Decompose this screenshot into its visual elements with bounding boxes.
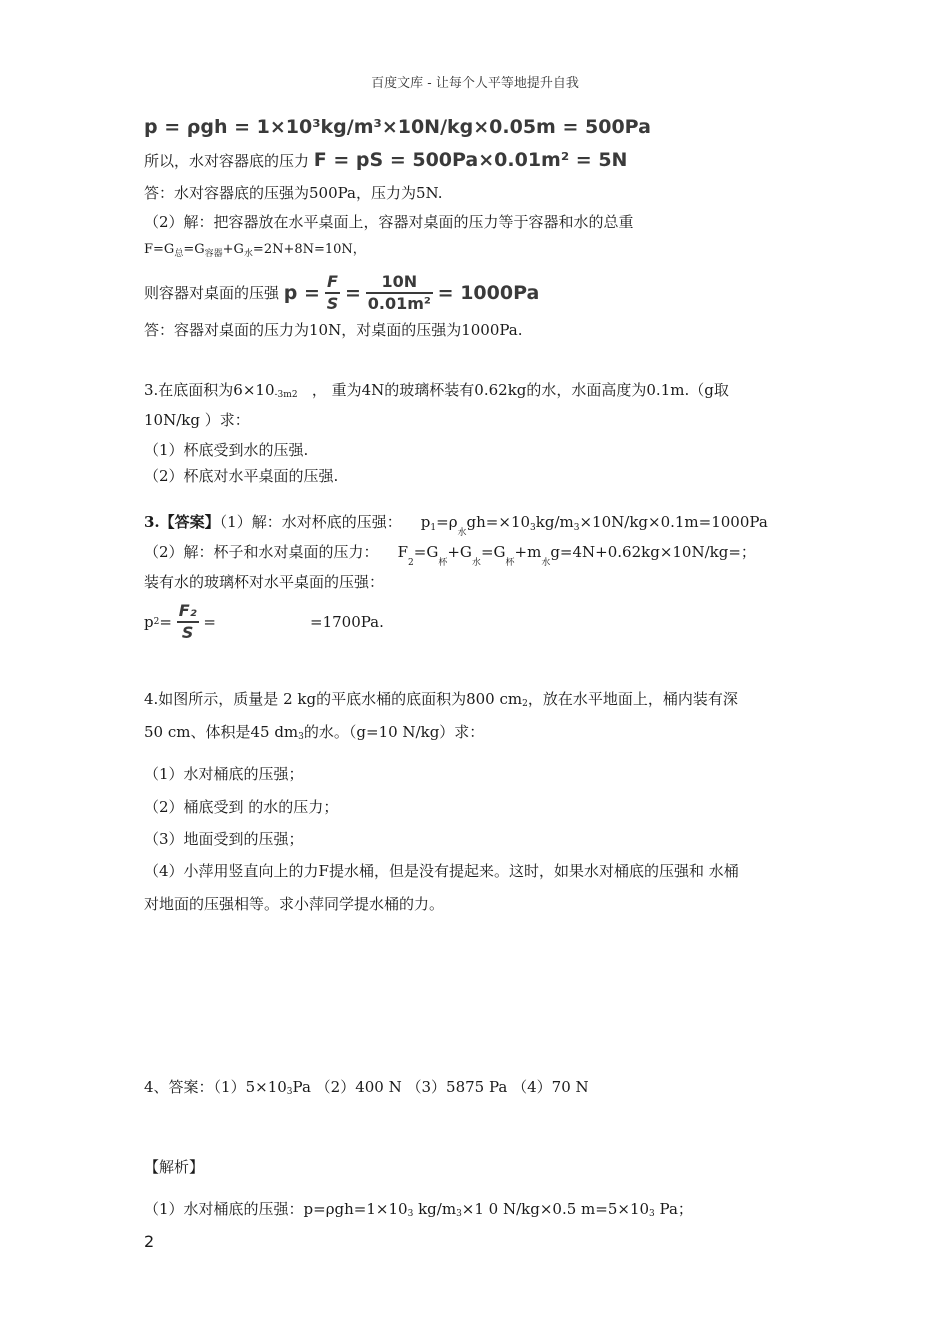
subscript: 总 [174,249,184,259]
analysis-label: 【解析】 [144,1158,205,1176]
text: p [420,513,431,531]
subscript: 水 [541,558,551,568]
superscript: 3 [407,1209,414,1219]
subscript: 2 [153,617,160,627]
q4-item4b: 对地面的压强相等。求小萍同学提水桶的力。 [144,895,445,913]
fraction-values [366,272,433,314]
text: 3.在底面积为6×10 [144,381,275,399]
q4-line1 [144,689,738,714]
denominator: S [326,294,339,313]
q4-item3: （3）地面受到的压强； [144,830,304,848]
subscript: 2 [408,558,414,568]
pressure-formula: p = ρgh = 1×10³kg/m³×10N/kg×0.05m = 500Pa [144,116,651,138]
force-formula: F = pS = 500Pa×0.01m² = 5N [313,149,628,171]
a4-solution1 [144,1199,693,1224]
text: = [159,613,172,631]
text: Pa （2）400 N （3）5875 Pa （4）70 N [292,1078,589,1096]
text: F=G [144,242,175,257]
numerator: 10N [366,272,433,294]
a3-line1 [144,512,768,543]
q3-line1 [144,380,729,405]
text: （1）水对桶底的压强：p=ρgh=1×10 [144,1200,408,1218]
force-prefix: 所以，水对容器底的压力 [144,152,310,170]
text: ，放在水平地面上，桶内装有深 [527,690,738,708]
text: kg/m [413,1200,457,1218]
text: 4.如图所示，质量是 2 kg的平底水桶的底面积为800 cm [144,690,523,708]
text: kg/m [535,513,574,531]
subscript: 1 [430,523,437,533]
superscript: 3 [530,523,536,533]
text: 的水。（g=10 N/kg）求： [303,723,485,741]
numerator: F₂ [177,601,199,623]
text: = [203,613,216,631]
subscript: 水 [243,249,253,259]
answer-1: 答：水对容器底的压强为500Pa，压力为5N. [144,184,443,202]
text: 4、答案：（1）5×10 [144,1078,287,1096]
result: =1700Pa. [310,613,384,631]
superscript: 3 [649,1209,655,1219]
text: g=4N+0.62kg×10N/kg=； [550,543,756,561]
total-weight-line [144,240,366,264]
superscript: 3 [573,523,580,533]
text: =G [480,543,506,561]
superscript: 3 [298,732,304,742]
subscript: 杯 [505,558,515,568]
a3-line4 [144,596,384,647]
denominator: 0.01m² [367,294,431,313]
text: =ρ [436,513,458,531]
text: =G [183,242,205,257]
text: =G [413,543,439,561]
equals: = [345,282,361,304]
q4-item4a: （4）小萍用竖直向上的力F提水桶，但是没有提起来。这时，如果水对桶底的压强和 水桶 [144,862,739,880]
q3-line2: 10N/kg ）求： [144,411,250,429]
force-line [144,150,627,171]
text: ×1 0 N/kg×0.5 m=5×10 [461,1200,650,1218]
subscript: 水 [471,558,481,568]
q4-item2: （2）桶底受到 的水的压力； [144,798,339,816]
answer-label: 3.【答案】 [144,513,220,531]
text: gh=×10 [466,513,531,531]
answer-2: 答：容器对桌面的压力为10N，对桌面的压强为1000Pa. [144,321,523,339]
fraction-f-over-s [325,272,341,314]
text: （2）解：杯子和水对桌面的压力： [144,543,379,561]
text: =2N+8N=10N， [252,242,366,257]
q3-item1: （1）杯底受到水的压强. [144,441,309,459]
subscript: 容器 [204,249,223,259]
text: p [144,613,154,631]
text: +G [222,242,244,257]
text: +m [514,543,542,561]
subscript: 水 [457,528,467,538]
text: 50 cm、体积是45 dm [144,723,299,741]
subscript: 杯 [438,558,448,568]
text: ×10N/kg×0.1m=1000Pa [579,513,768,531]
denominator: S [181,623,194,642]
page-header: 百度文库 - 让每个人平等地提升自我 [371,76,579,91]
table-pressure-line [144,272,539,314]
text: ， 重为4N的玻璃杯装有0.62kg的水，水面高度为0.1m.（g取 [311,381,729,399]
superscript: -3m2 [274,390,298,400]
numerator: F [325,272,341,294]
fraction-f2-over-s [177,601,199,643]
q4-line2 [144,722,484,747]
press-lhs: p = [283,282,320,304]
text: +G [447,543,472,561]
superscript: 3 [456,1209,462,1219]
text: Pa； [654,1200,693,1218]
a3-line2 [144,542,756,573]
page-number: 2 [144,1232,155,1251]
a4-answer [144,1077,589,1102]
superscript: 2 [522,699,528,709]
step-2: （2）解：把容器放在水平桌面上，容器对桌面的压力等于容器和水的总重 [144,213,634,231]
text: F [397,543,409,561]
press-prefix: 则容器对桌面的压强 [144,284,280,302]
a3-line3: 装有水的玻璃杯对水平桌面的压强： [144,573,385,591]
q4-item1: （1）水对桶底的压强； [144,765,304,783]
q3-item2: （2）杯底对水平桌面的压强. [144,467,339,485]
text: （1）解：水对杯底的压强： [219,513,402,531]
press-result: = 1000Pa [437,282,540,304]
superscript: 3 [286,1087,293,1097]
